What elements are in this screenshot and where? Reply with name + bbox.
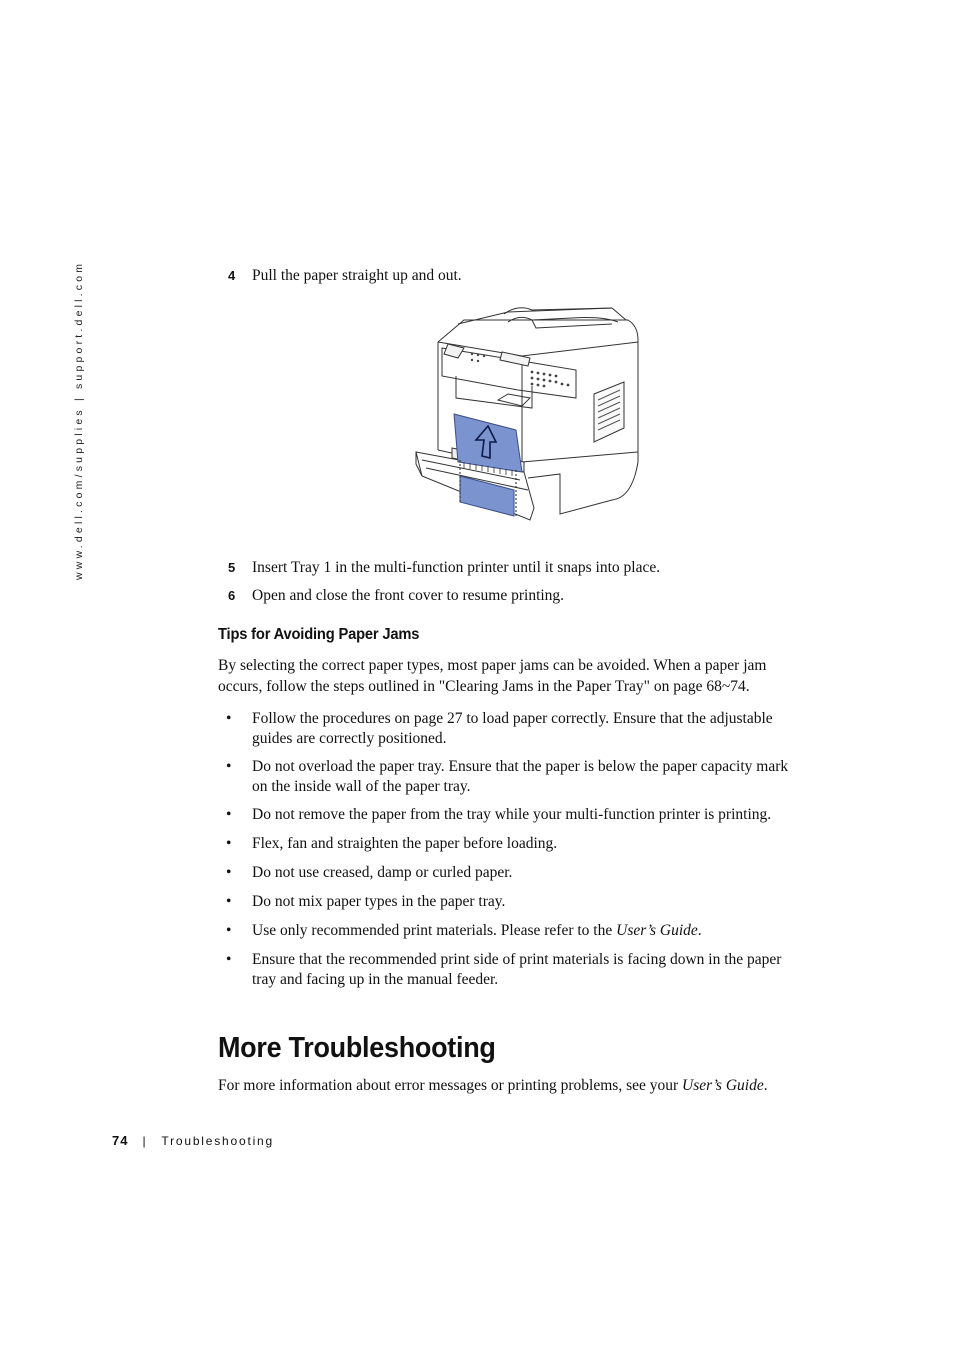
page-footer — [112, 1133, 274, 1148]
bullet-icon: • — [226, 864, 232, 881]
step-number: 4 — [228, 268, 236, 283]
list-item — [218, 921, 838, 941]
list-item-text: tray and facing up in the manual feeder. — [252, 970, 499, 988]
printer-illustration — [412, 302, 644, 528]
list-item-text: Do not overload the paper tray. Ensure that the paper is below the paper capacity mark — [252, 758, 789, 775]
step-6 — [228, 586, 564, 606]
footer-separator: | — [142, 1134, 148, 1148]
page-number: 74 — [112, 1133, 129, 1148]
bullet-icon: • — [226, 758, 232, 775]
step-text: Pull the paper straight up and out. — [252, 267, 462, 284]
more-text-end: . — [763, 1077, 768, 1094]
tips-list — [218, 709, 838, 989]
tips-heading: Tips for Avoiding Paper Jams — [218, 626, 420, 643]
sidebar-url: www.dell.com/supplies | support.dell.com — [73, 260, 85, 580]
bullet-icon: • — [226, 922, 232, 939]
tips-intro — [218, 655, 828, 697]
list-item-text: . — [697, 922, 702, 939]
users-guide-reference: User’s Guide — [682, 1077, 764, 1094]
list-item-text: Do not mix paper types in the paper tray. — [252, 893, 506, 910]
list-item — [218, 834, 838, 854]
list-item-text: Do not use creased, damp or curled paper. — [252, 864, 513, 881]
step-5 — [228, 558, 660, 578]
bullet-icon: • — [226, 806, 232, 823]
step-4 — [228, 266, 462, 286]
list-item-text: Ensure that the recommended print side of print materials is facing down in the paper — [252, 951, 782, 968]
bullet-icon: • — [226, 893, 232, 910]
step-text: Open and close the front cover to resume printing. — [252, 587, 565, 604]
list-item — [218, 709, 838, 748]
list-item — [218, 950, 838, 989]
list-item — [218, 805, 838, 825]
list-item — [218, 757, 838, 796]
more-troubleshooting-text — [218, 1075, 858, 1096]
bullet-icon: • — [226, 951, 232, 968]
step-text: Insert Tray 1 in the multi-function printer until it snaps into place. — [252, 559, 661, 576]
step-number: 6 — [228, 588, 236, 603]
users-guide-reference: User’s Guide — [616, 922, 698, 939]
footer-section: Troubleshooting — [161, 1134, 275, 1148]
tips-intro-line: occurs, follow the steps outlined in "Clearing Jams in the Paper Tray" on page 68~74. — [218, 678, 750, 695]
more-text: For more information about error messages or printing problems, see your — [218, 1077, 683, 1094]
tips-intro-line: By selecting the correct paper types, most paper jams can be avoided. When a paper jam — [218, 657, 767, 674]
step-number: 5 — [228, 560, 236, 575]
list-item-text: guides are correctly positioned. — [252, 729, 447, 747]
bullet-icon: • — [226, 710, 232, 727]
list-item-text: on the inside wall of the paper tray. — [252, 777, 471, 795]
bullet-icon: • — [226, 835, 232, 852]
more-troubleshooting-title: More Troubleshooting — [218, 1032, 496, 1064]
list-item-text: Follow the procedures on page 27 to load paper correctly. Ensure that the adjustable — [252, 710, 773, 727]
list-item-text: Flex, fan and straighten the paper before loading. — [252, 835, 558, 852]
list-item-text: Use only recommended print materials. Please refer to the — [252, 922, 617, 939]
list-item — [218, 863, 838, 883]
list-item — [218, 892, 838, 912]
list-item-text: Do not remove the paper from the tray while your multi-function printer is printing. — [252, 806, 772, 823]
